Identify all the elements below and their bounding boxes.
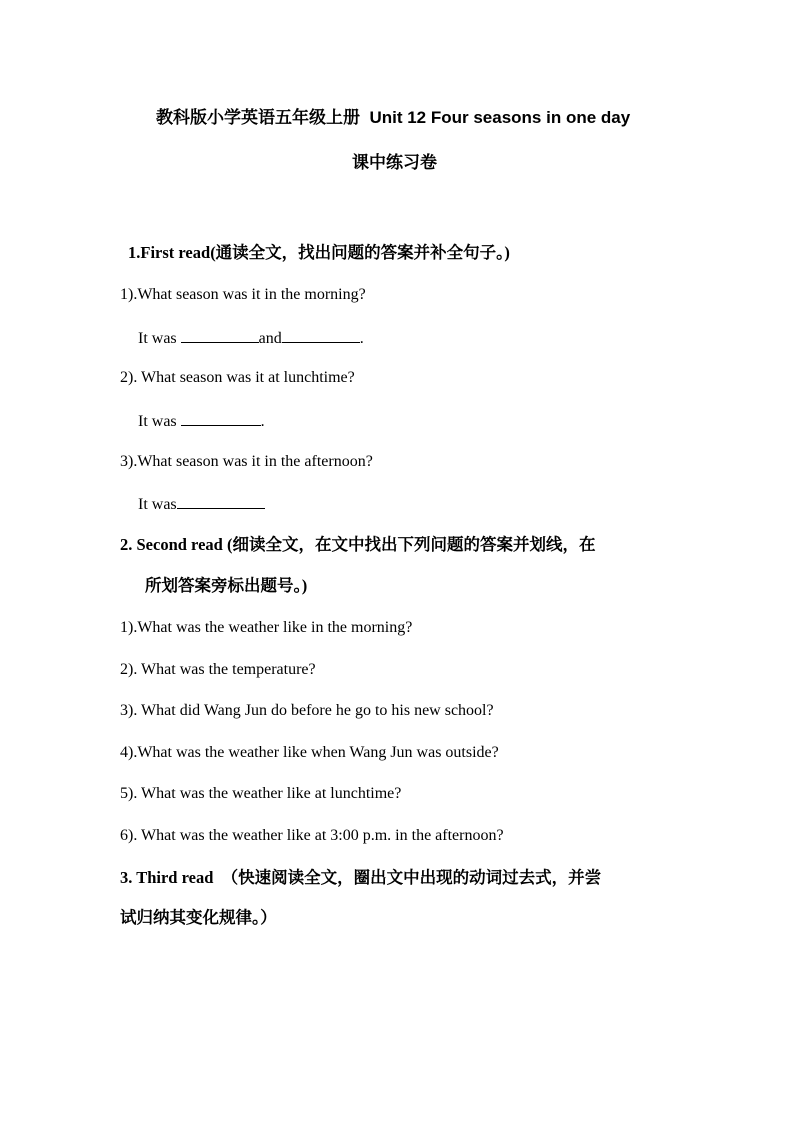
section2-question-6: 6). What was the weather like at 3:00 p.m. in the afternoon? — [120, 827, 504, 844]
section1-heading — [128, 243, 510, 263]
section3-instruction-line2: 试归纳其变化规律。） — [120, 908, 277, 927]
section1-question-3: 3).What season was it in the afternoon? — [120, 453, 373, 470]
answer-blank[interactable] — [282, 327, 360, 343]
answer-prefix: It was — [138, 330, 177, 347]
section1-answer-3 — [138, 493, 265, 515]
section2-question-3: 3). What did Wang Jun do before he go to his new school? — [120, 702, 494, 719]
document-title — [156, 108, 630, 128]
answer-end: . — [260, 413, 265, 430]
section1-label: 1.First read — [128, 243, 211, 262]
section2-instruction-line1: (细读全文，在文中找出下列问题的答案并划线，在 — [226, 535, 596, 554]
answer-prefix: It was — [138, 413, 177, 430]
section1-instruction: (通读全文，找出问题的答案并补全句子。) — [210, 243, 510, 262]
section2-instruction-line2: 所划答案旁标出题号。) — [145, 576, 308, 595]
section2-question-1: 1).What was the weather like in the morning? — [120, 619, 413, 636]
section2-question-5: 5). What was the weather like at lunchtime? — [120, 785, 402, 802]
answer-blank[interactable] — [181, 410, 261, 426]
section1-question-2: 2). What season was it at lunchtime? — [120, 369, 355, 386]
title-chinese: 教科版小学英语五年级上册 — [156, 108, 360, 127]
section2-label: 2. Second read — [120, 535, 223, 554]
section1-answer-1 — [138, 327, 364, 349]
answer-end: . — [359, 330, 364, 347]
answer-mid: and — [258, 330, 282, 347]
answer-blank[interactable] — [181, 327, 259, 343]
document-subtitle: 课中练习卷 — [352, 153, 437, 172]
section2-heading — [120, 535, 595, 555]
section3-heading — [120, 868, 601, 888]
answer-blank[interactable] — [177, 493, 265, 509]
title-english: Unit 12 Four seasons in one day — [369, 108, 631, 127]
answer-prefix: It was — [138, 496, 177, 513]
section1-question-1: 1).What season was it in the morning? — [120, 286, 366, 303]
section3-label: 3. Third read — [120, 868, 214, 887]
section3-instruction-line1: （快速阅读全文，圈出文中出现的动词过去式，并尝 — [221, 868, 602, 887]
section1-answer-2 — [138, 410, 265, 432]
section2-question-4: 4).What was the weather like when Wang Jun was outside? — [120, 744, 499, 761]
section2-question-2: 2). What was the temperature? — [120, 661, 316, 678]
